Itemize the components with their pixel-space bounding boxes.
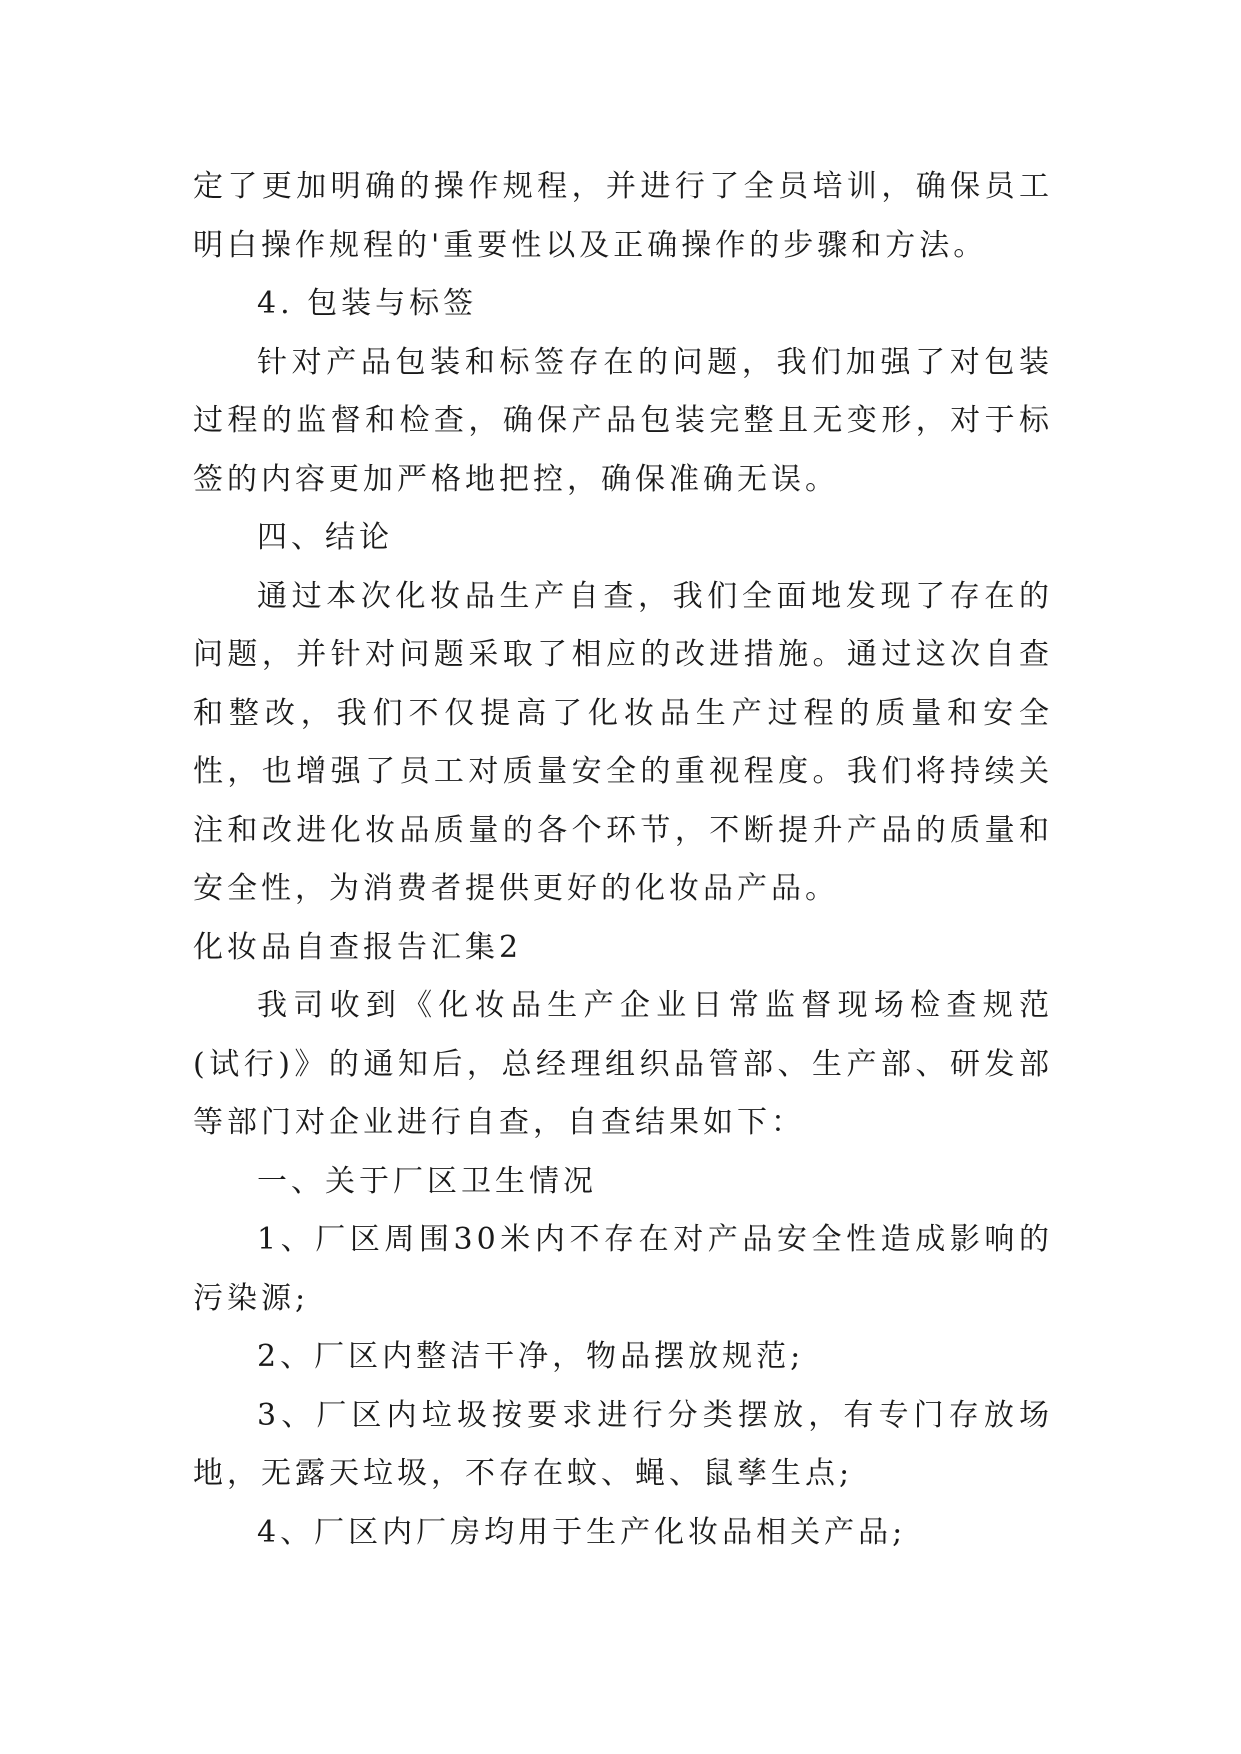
document-page: [193, 158, 1053, 1562]
heading-conclusion: 四、结论: [257, 520, 393, 555]
subheading-packaging-labels: 4. 包装与标签: [257, 286, 478, 321]
heading-factory-hygiene: 一、关于厂区卫生情况: [257, 1163, 597, 1199]
list-item-2: 2、厂区内整洁干净，物品摆放规范;: [257, 1339, 805, 1374]
paragraph-packaging: 针对产品包装和标签存在的问题，我们加强了对包装过程的监督和检查，确保产品包装完整且无变形，对于标签的内容更加严格地把控，确保准确无误。: [193, 344, 1053, 497]
paragraph-conclusion: 通过本次化妆品生产自查，我们全面地发现了存在的问题，并针对问题采取了相应的改进措施。通过这次自查和整改，我们不仅提高了化妆品生产过程的质量和安全性，也增强了员工对质量安全的重视程度。我们将持续关注和改进化妆品质量的各个环节，不断提升产品的质量和安全性，为消费者提供更好的化妆品产品。: [193, 578, 1053, 906]
list-item-1: 1、厂区周围30米内不存在对产品安全性造成影响的污染源;: [193, 1222, 1053, 1316]
paragraph-intro: 我司收到《化妆品生产企业日常监督现场检查规范(试行)》的通知后，总经理组织品管部、生产部、研发部等部门对企业进行自查，自查结果如下：: [193, 988, 1053, 1140]
section-title-report-2: 化妆品自查报告汇集2: [193, 929, 523, 965]
list-item-3: 3、厂区内垃圾按要求进行分类摆放，有专门存放场地，无露天垃圾，不存在蚊、蝇、鼠孳生点;: [193, 1397, 1053, 1491]
paragraph-continuation: 定了更加明确的操作规程，并进行了全员培训，确保员工明白操作规程的'重要性以及正确操作的步骤和方法。: [193, 169, 1053, 263]
list-item-4: 4、厂区内厂房均用于生产化妆品相关产品;: [257, 1514, 907, 1550]
